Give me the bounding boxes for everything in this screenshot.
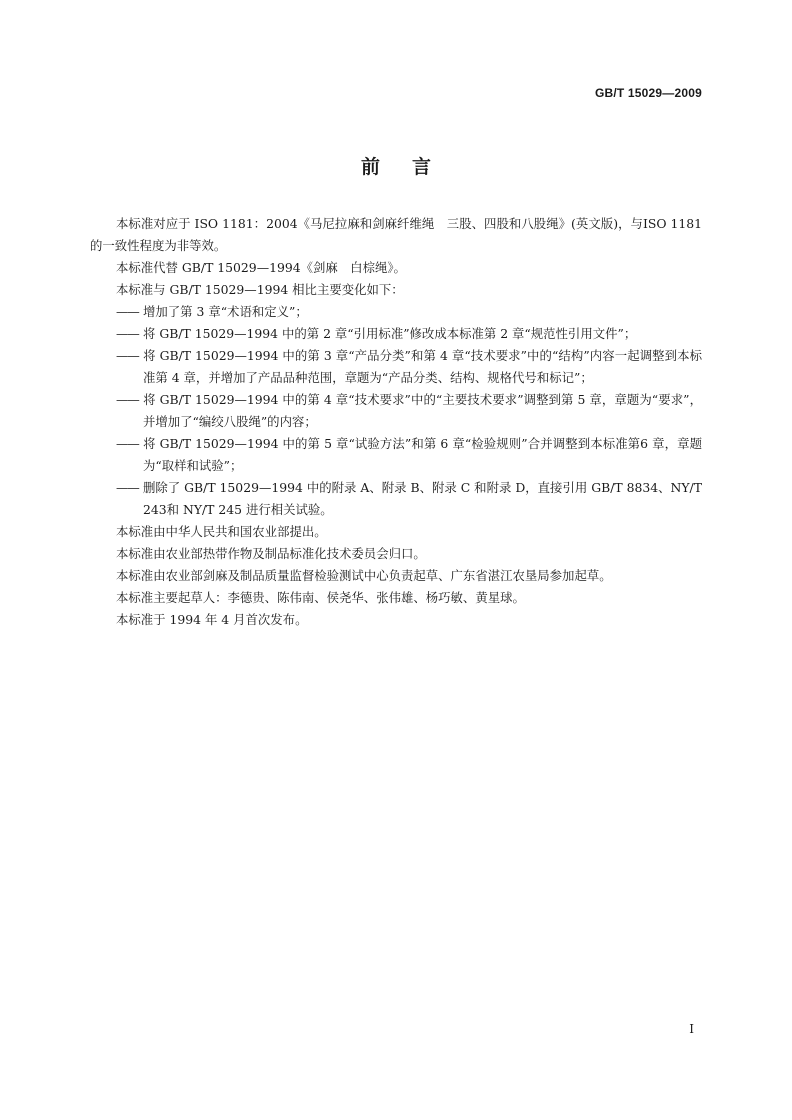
change-item <box>90 389 702 433</box>
dash-marker: —— <box>116 480 139 495</box>
centralized-by-paragraph: 本标准由农业部热带作物及制品标准化技术委员会归口。 <box>116 546 426 561</box>
dash-marker: —— <box>116 392 139 407</box>
foreword-body <box>90 213 702 631</box>
drafters-paragraph: 本标准主要起草人：李德贵、陈伟南、侯尧华、张伟雄、杨巧敏、黄星球。 <box>116 590 525 605</box>
dash-marker: —— <box>116 436 139 451</box>
change-item <box>90 345 702 389</box>
change-item <box>90 323 702 345</box>
first-issue-paragraph: 本标准于 1994 年 4 月首次发布。 <box>116 612 308 627</box>
change-item-text: 将 GB/T 15029—1994 中的第 4 章“技术要求”中的“主要技术要求”调整到第 5 章，章题为“要求”，并增加了“编绞八股绳”的内容； <box>143 392 702 429</box>
change-item-text: 将 GB/T 15029—1994 中的第 5 章“试验方法”和第 6 章“检验规则”合并调整到本标准第6 章，章题为“取样和试验”； <box>143 436 702 473</box>
drafting-org-paragraph: 本标准由农业部剑麻及制品质量监督检验测试中心负责起草、广东省湛江农垦局参加起草。 <box>116 568 612 583</box>
replacement-paragraph: 本标准代替 GB/T 15029—1994《剑麻 白棕绳》。 <box>116 260 406 275</box>
dash-marker: —— <box>116 326 139 341</box>
standard-code: GB/T 15029—2009 <box>594 86 702 100</box>
change-item <box>90 433 702 477</box>
page-number: I <box>689 1022 694 1036</box>
dash-marker: —— <box>116 304 139 319</box>
change-item <box>90 301 702 323</box>
proposed-by-paragraph: 本标准由中华人民共和国农业部提出。 <box>116 524 327 539</box>
change-item <box>90 477 702 521</box>
changes-intro-paragraph: 本标准与 GB/T 15029—1994 相比主要变化如下： <box>116 282 404 297</box>
change-item-text: 将 GB/T 15029—1994 中的第 3 章“产品分类”和第 4 章“技术要求”中的“结构”内容一起调整到本标准第 4 章，并增加了产品品种范围，章题为“产品分类、结构、规格代号和标记”； <box>143 348 702 385</box>
change-item-text: 删除了 GB/T 15029—1994 中的附录 A、附录 B、附录 C 和附录 D，直接引用 GB/T 8834、NY/T 243和 NY/T 245 进行相关试验。 <box>143 480 702 517</box>
page-title: 前言 <box>360 156 463 178</box>
correspondence-paragraph: 本标准对应于 ISO 1181：2004《马尼拉麻和剑麻纤维绳 三股、四股和八股绳》(英文版)，与ISO 1181的一致性程度为非等效。 <box>90 216 702 253</box>
change-item-text: 增加了第 3 章“术语和定义”； <box>143 304 308 319</box>
change-item-text: 将 GB/T 15029—1994 中的第 2 章“引用标准”修改成本标准第 2 章“规范性引用文件”； <box>143 326 637 341</box>
dash-marker: —— <box>116 348 139 363</box>
